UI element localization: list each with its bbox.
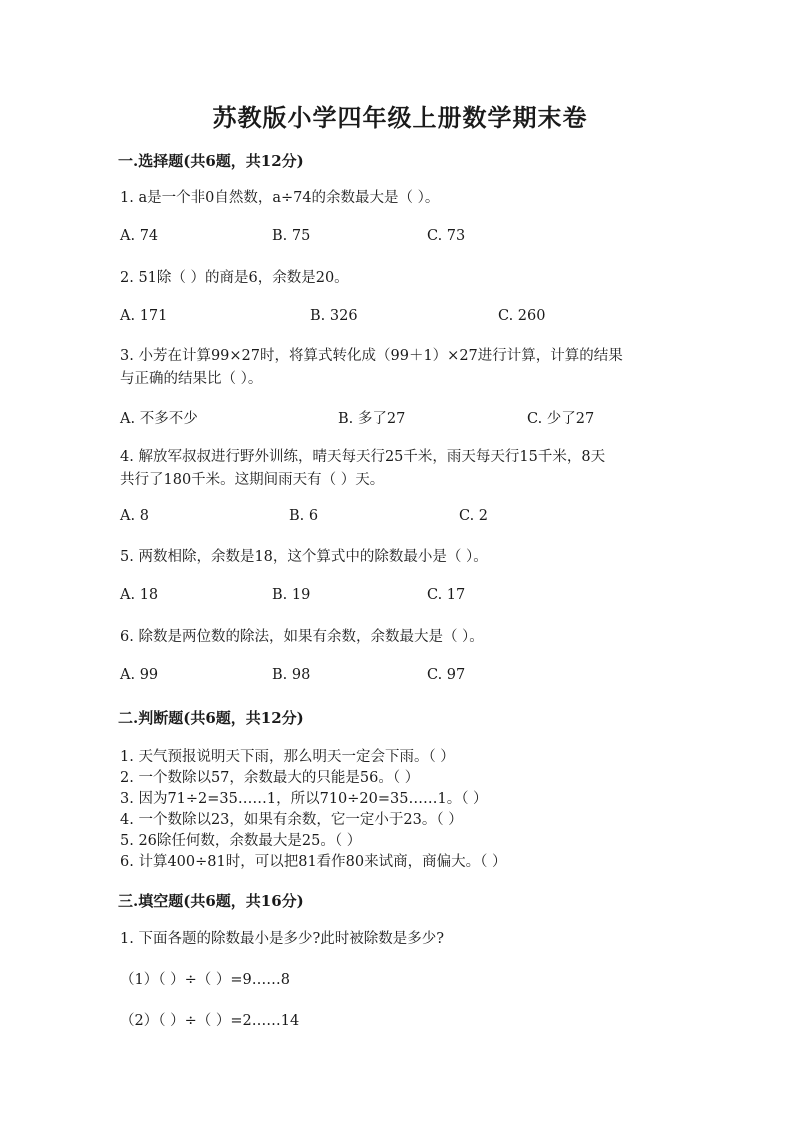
question-text-line: 3. 小芳在计算99×27时，将算式转化成（99＋1）×27进行计算，计算的结果 [120,348,623,364]
question-text-line: 4. 解放军叔叔进行野外训练，晴天每天行25千米，雨天每天行15千米，8天 [120,449,606,465]
section-heading-choice: 一.选择题(共6题，共12分) [118,152,304,170]
option-a: A. 8 [120,508,149,524]
option-a: A. 74 [120,228,159,244]
option-a: A. 99 [120,667,159,683]
option-a: A. 不多不少 [120,411,198,427]
section-heading-judge: 二.判断题(共6题，共12分) [118,709,304,727]
option-c: C. 少了27 [527,411,595,427]
judge-item: 4. 一个数除以23，如果有余数，它一定小于23。（ ） [120,812,463,828]
question-text: 5. 两数相除，余数是18，这个算式中的除数最小是（ ）。 [120,549,488,565]
option-c: C. 97 [427,667,466,683]
question-text: 1. a是一个非0自然数，a÷74的余数最大是（ ）。 [120,190,440,206]
option-c: C. 2 [459,508,489,524]
option-b: B. 多了27 [338,411,406,427]
option-b: B. 98 [272,667,311,683]
option-c: C. 17 [427,587,466,603]
judge-item: 1. 天气预报说明天下雨，那么明天一定会下雨。（ ） [120,749,455,765]
question-text: 2. 51除（ ）的商是6，余数是20。 [120,270,349,286]
option-c: C. 73 [427,228,466,244]
option-b: B. 326 [310,308,358,324]
fill-row: （2）（ ）÷（ ）=2……14 [120,1013,300,1029]
question-text-line: 与正确的结果比（ ）。 [120,371,263,387]
judge-item: 2. 一个数除以57，余数最大的只能是56。（ ） [120,770,420,786]
question-text-line: 共行了180千米。这期间雨天有（ ）天。 [120,472,385,488]
option-a: A. 18 [120,587,159,603]
judge-item: 5. 26除任何数，余数最大是25。（ ） [120,833,362,849]
section-heading-fill: 三.填空题(共6题，共16分) [118,892,304,910]
option-b: B. 19 [272,587,311,603]
option-c: C. 260 [498,308,546,324]
option-a: A. 171 [120,308,168,324]
option-b: B. 75 [272,228,311,244]
option-b: B. 6 [289,508,319,524]
judge-item: 6. 计算400÷81时，可以把81看作80来试商，商偏大。（ ） [120,854,507,870]
page-title: 苏教版小学四年级上册数学期末卷 [212,103,588,132]
judge-item: 3. 因为71÷2=35……1，所以710÷20=35……1。（ ） [120,791,488,807]
question-text: 6. 除数是两位数的除法，如果有余数，余数最大是（ ）。 [120,629,484,645]
fill-row: （1）（ ）÷（ ）=9……8 [120,972,290,988]
question-text: 1. 下面各题的除数最小是多少?此时被除数是多少? [120,931,444,947]
